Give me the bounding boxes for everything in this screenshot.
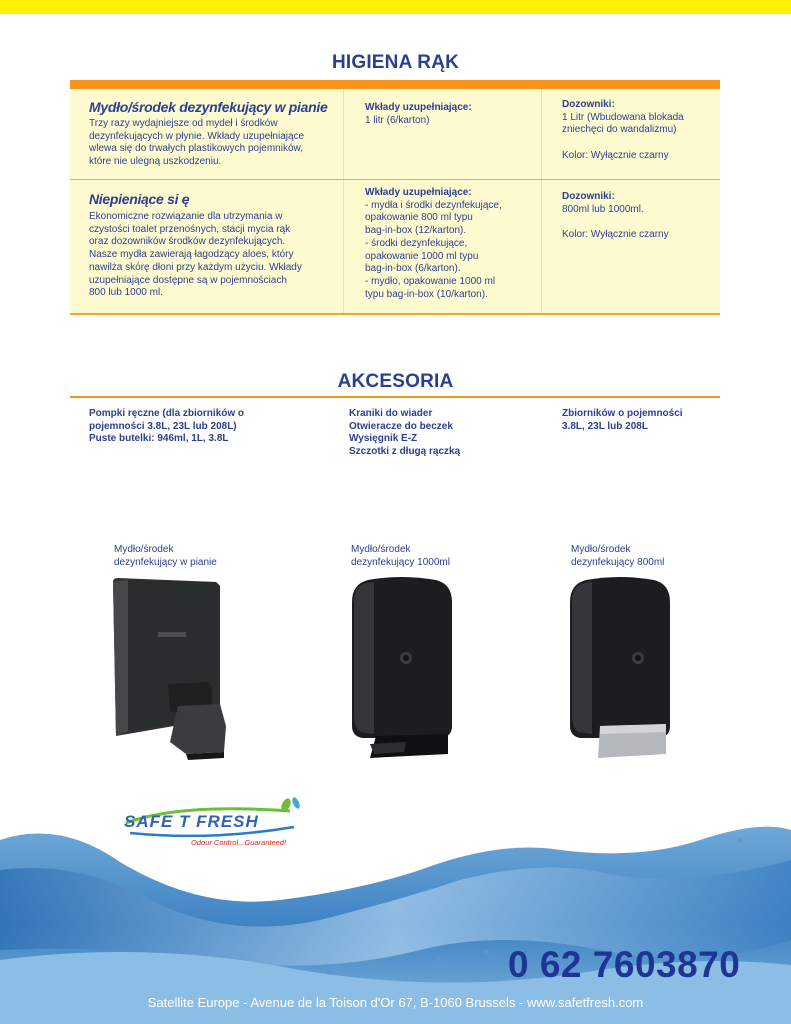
dispenser-800ml-image [566, 576, 678, 762]
nonfoam-description: Ekonomiczne rozwiązanie dla utrzymania w czystości toalet przenośnych, stacji mycia rąk oraz dozowników środków dezynfekujących. Nasze mydła zawierają łagodzący aloes, który nawilża skórę dłoni przy każdym użyciu. Wkłady uzupełniające dostępne są w pojemnościach 800 lub 1000 ml. [89, 211, 302, 299]
nonfoam-refills: Wkłady uzupełniające: - mydła i środki dezynfekujące, opakowanie 800 ml typu bag-in-box (12/karton). - środki dezynfekujące, opakowanie 1000 ml typu bag-in-box (6/karton). - mydło, opakowanie 1000 ml typu bag-in-box (10/karton). [365, 187, 502, 300]
phone-number: 0 62 7603870 [508, 944, 741, 985]
foam-description: Trzy razy wydajniejsze od mydeł i środków dezynfekujących w płynie. Wkłady uzupełniające wlewa się do trwałych plastikowych pojemników, które nie ulegną uszkodzeniu. [89, 118, 305, 168]
column-divider [541, 89, 542, 313]
orange-header-bar [70, 80, 720, 89]
foam-refills: Wkłady uzupełniające: 1 litr (6/karton) [365, 102, 472, 126]
section-title-accessories: AKCESORIA [337, 371, 454, 392]
foam-dispenser-image [108, 576, 234, 762]
foam-dispensers: Dozowniki: 1 Litr (Wbudowana blokada zniechęci do wandalizmu) Kolor: Wyłącznie czarny [562, 99, 684, 161]
product-caption-foam: Mydło/środek dezynfekujący w pianie [114, 544, 217, 568]
accessories-underline [70, 396, 720, 398]
accessories-tools: Kraniki do wiader Otwieracze do beczek Wysięgnik E-Z Szczotki z długą rączką [349, 408, 461, 458]
product-caption-800ml: Mydło/środek dezynfekujący 800ml [571, 544, 665, 568]
column-divider [343, 89, 344, 313]
accessories-containers: Zbiorników o pojemności 3.8L, 23L lub 208L [562, 408, 683, 432]
section-title-hand-hygiene: HIGIENA RĄK [331, 52, 460, 73]
foam-heading: Mydło/środek dezynfekujący w pianie [89, 99, 328, 115]
dispenser-1000ml-image [346, 576, 458, 762]
row-separator [70, 179, 720, 180]
panel-bottom-line [70, 313, 720, 315]
logo-tagline: Odour Control...Guaranteed! [191, 838, 287, 847]
footer-address: Satellite Europe - Avenue de la Toison d'Or 67, B-1060 Brussels - www.safetfresh.com [147, 995, 644, 1010]
logo-wordmark: SAFE T FRESH [124, 812, 259, 831]
nonfoam-dispensers: Dozowniki: 800ml lub 1000ml. Kolor: Wyłącznie czarny [562, 191, 669, 241]
top-yellow-band [0, 0, 791, 14]
water-splash-background [0, 800, 791, 1024]
nonfoam-heading: Niepieniące si ę [89, 191, 190, 207]
accessories-pumps: Pompki ręczne (dla zbiorników o pojemności 3.8L, 23L lub 208L) Puste butelki: 946ml, 1L, 3.8L [89, 408, 245, 445]
product-caption-1000ml: Mydło/środek dezynfekujący 1000ml [351, 544, 450, 568]
